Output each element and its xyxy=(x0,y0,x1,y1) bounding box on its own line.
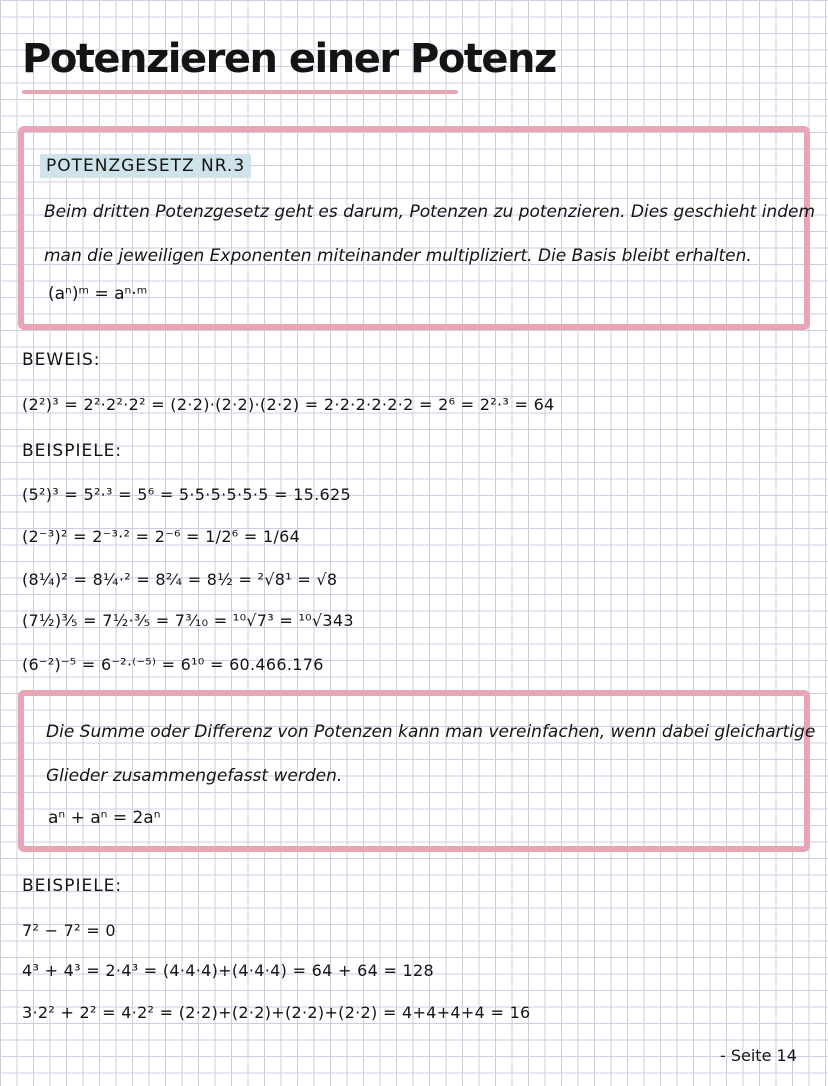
sum-text-line1: Die Summe oder Differenz von Potenzen kann man vereinfachen, wenn dabei gleichartige xyxy=(46,722,816,742)
title-underline xyxy=(22,90,458,94)
rule-text-line2: man die jeweiligen Exponenten miteinander multipliziert. Die Basis bleibt erhalten. xyxy=(44,246,752,266)
beispiele1-heading: BEISPIELE: xyxy=(22,441,123,461)
page-title: Potenzieren einer Potenz xyxy=(22,36,556,82)
example-line: (6⁻²)⁻⁵ = 6⁻²·⁽⁻⁵⁾ = 6¹⁰ = 60.466.176 xyxy=(22,655,324,674)
rule-formula: (aⁿ)ᵐ = aⁿ·ᵐ xyxy=(48,284,148,304)
example-line: (8¼)² = 8¼·² = 8²⁄₄ = 8½ = ²√8¹ = √8 xyxy=(22,570,338,589)
example-line: (5²)³ = 5²·³ = 5⁶ = 5·5·5·5·5·5 = 15.625 xyxy=(22,485,351,504)
rule-text-line1: Beim dritten Potenzgesetz geht es darum, Potenzen zu potenzieren. Dies geschieht indem xyxy=(44,202,816,222)
example-line: 4³ + 4³ = 2·4³ = (4·4·4)+(4·4·4) = 64 + 64 = 128 xyxy=(22,961,434,980)
page-number: - Seite 14 xyxy=(720,1046,797,1065)
sum-formula: aⁿ + aⁿ = 2aⁿ xyxy=(48,808,161,828)
beweis-line: (2²)³ = 2²·2²·2² = (2·2)·(2·2)·(2·2) = 2·2·2·2·2·2 = 2⁶ = 2²·³ = 64 xyxy=(22,395,555,414)
rule-label-text: POTENZGESETZ NR.3 xyxy=(40,154,251,178)
example-line: (7½)³⁄₅ = 7½·³⁄₅ = 7³⁄₁₀ = ¹⁰√7³ = ¹⁰√343 xyxy=(22,611,354,630)
sum-text-line2: Glieder zusammengefasst werden. xyxy=(46,766,343,786)
rule-label xyxy=(40,156,251,176)
example-line: 3·2² + 2² = 4·2² = (2·2)+(2·2)+(2·2)+(2·2) = 4+4+4+4 = 16 xyxy=(22,1003,531,1022)
beispiele2-heading: BEISPIELE: xyxy=(22,876,123,896)
beweis-heading: BEWEIS: xyxy=(22,350,101,370)
example-line: 7² − 7² = 0 xyxy=(22,921,116,940)
example-line: (2⁻³)² = 2⁻³·² = 2⁻⁶ = 1/2⁶ = 1/64 xyxy=(22,527,301,546)
